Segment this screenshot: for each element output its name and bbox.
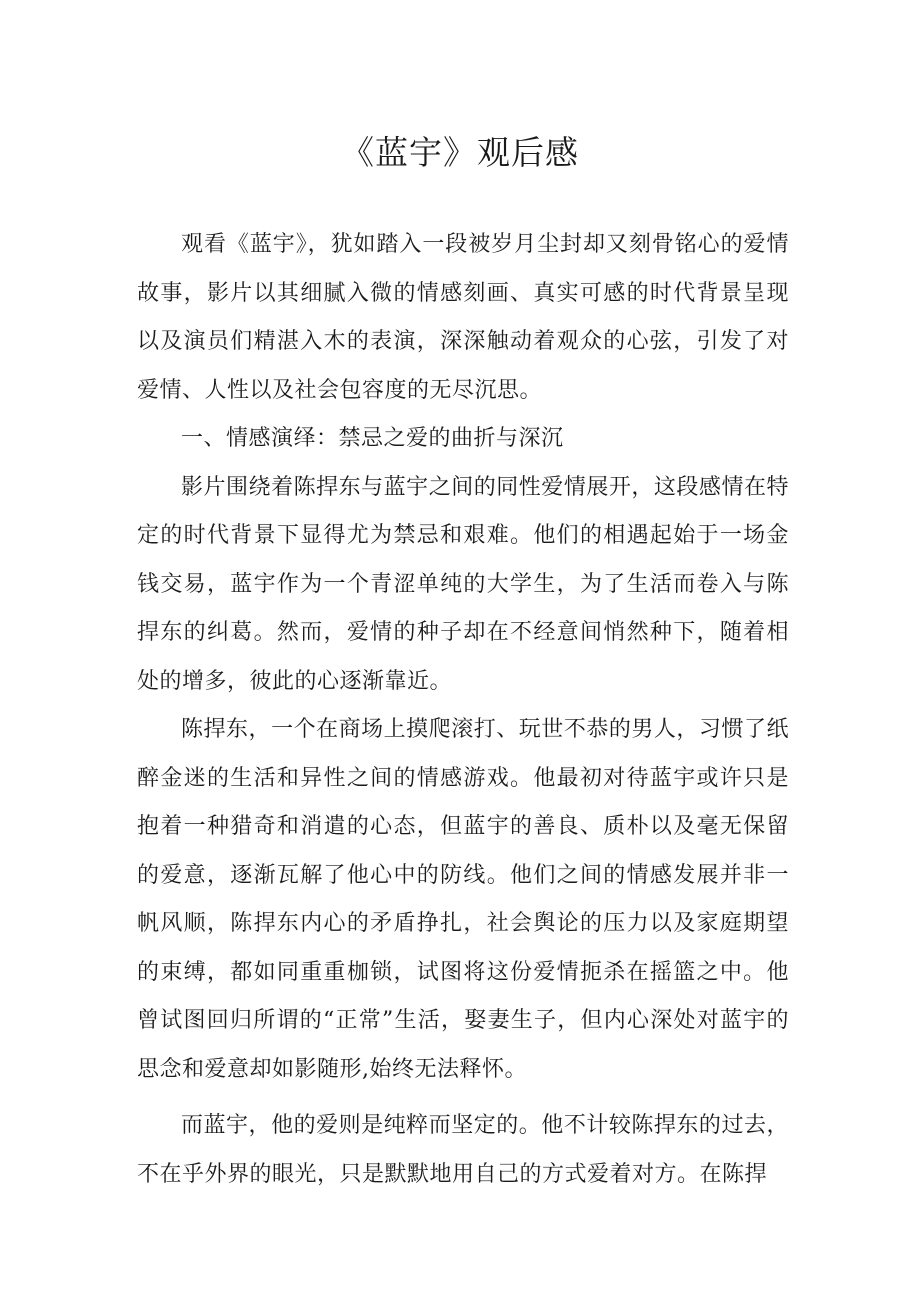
paragraph-lan-yu: 而蓝宇，他的爱则是纯粹而坚定的。他不计较陈捍东的过去，不在乎外界的眼光，只是默默地用自己的方式爱着对方。在陈捍 xyxy=(137,1113,789,1187)
paragraph-intro: 观看《蓝宇》，犹如踏入一段被岁月尘封却又刻骨铭心的爱情故事，影片以其细腻入微的情感刻画、真实可感的时代背景呈现以及演员们精湛入木的表演，深深触动着观众的心弦，引发了对爱情、人性以及社会包容度的无尽沉思。 xyxy=(137,232,789,403)
document-title: 《蓝宇》观后感 xyxy=(341,133,579,172)
paragraph-story: 影片围绕着陈捍东与蓝宇之间的同性爱情展开，这段感情在特定的时代背景下显得尤为禁忌和艰难。他们的相遇起始于一场金钱交易，蓝宇作为一个青涩单纯的大学生，为了生活而卷入与陈捍东的纠葛。然而，爱情的种子却在不经意间悄然种下，随着相处的增多，彼此的心逐渐靠近。 xyxy=(137,474,789,694)
paragraph-chen-handong: 陈捍东，一个在商场上摸爬滚打、玩世不恭的男人，习惯了纸醉金迷的生活和异性之间的情感游戏。他最初对待蓝宇或许只是抱着一种猎奇和消遣的心态，但蓝宇的善良、质朴以及毫无保留的爱意，逐渐瓦解了他心中的防线。他们之间的情感发展并非一帆风顺，陈捍东内心的矛盾挣扎，社会舆论的压力以及家庭期望的束缚，都如同重重枷锁，试图将这份爱情扼杀在摇篮之中。他曾试图回归所谓的“正常”生活，娶妻生子，但内心深处对蓝宇的思念和爱意却如影随形,始终无法释怀。 xyxy=(137,717,789,1082)
paragraph-gap xyxy=(137,1094,789,1102)
document-body xyxy=(137,221,789,1199)
section-heading-1: 一、情感演绎：禁忌之爱的曲折与深沉 xyxy=(181,426,564,451)
